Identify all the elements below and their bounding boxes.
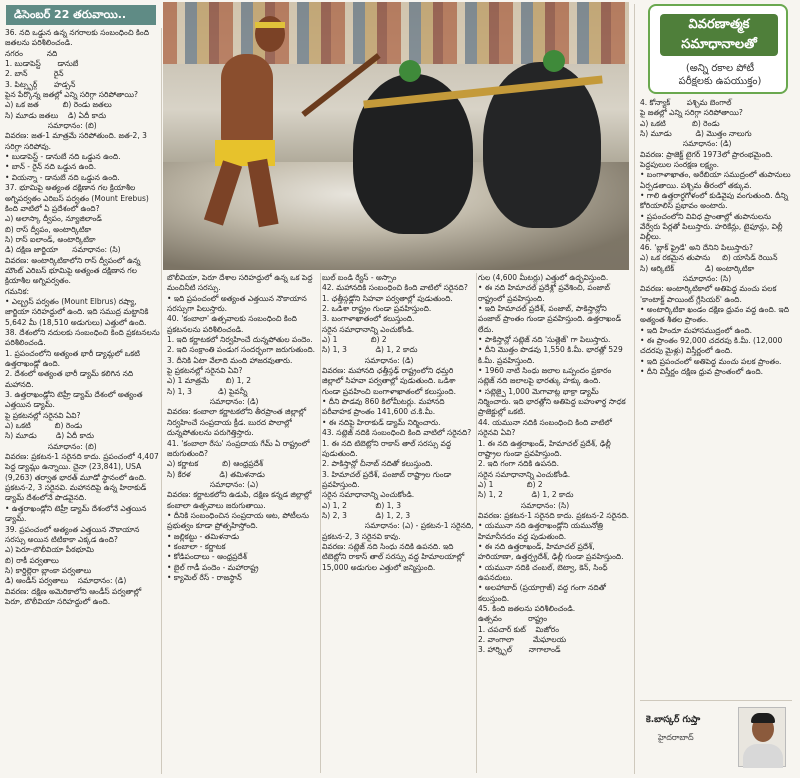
text-column-1: 36. నది ఒడ్డున ఉన్న నగరాలకు సంబంధించి కింది జతలను పరిశీలించండి. నగరం నది 1. బుడాపెస్ట్ డానుబే 2. బాన్ రైన్ 3. పిట్స్బర్గ్ హడ్సన్ పైన పేర్కొన్న జతల్లో ఎన్ని సరిగ్గా సరిపోతాయి? ఎ) ఒక జత బి) రెండు జతలు సి) మూడు జతలు డి) ఏదీ కాదు సమాధానం: (బి) వివరణ: జత-1 మాత్రమే సరిపోతుంది. జత-2, 3 సరిగ్గా సరిపోవు. • బుడాపెస్ట్ - డానుబే నది ఒడ్డున ఉంది. • బాన్ - రైన్ నది ఒడ్డున ఉంది. • వియన్నా - డానుబే నది ఒడ్డున ఉంది. 37. భూమిపై అత్యంత దక్షిణాన గల క్రియాశీల అగ్నిపర్వతం ఎరిబస్ పర్వతం (Mount Erebus) కింది వాటిలో ఏ ప్రదేశంలో ఉంది? ఎ) అలాస్కా ద్వీపం, న్యూజిలాండ్ బి) రాస్ ద్వీపం, అంటార్కిటికా సి) రాస్ ఐలాండ్, అంటార్కిటికా డి) దక్షిణ జార్జియా సమాధానం: (సి) వివరణ: అంటార్కిటికాలోని రాస్ ద్వీపంలో ఉన్న మౌంట్ ఎరిబస్ భూమిపై అత్యంత దక్షిణాన గల క్రియాశీల అగ్నిపర్వతం. గమనిక: • ఎల్బ్రస్ పర్వతం (Mount Elbrus) రష్యా, జార్జియా సరిహద్దులో ఉంది. ఇది సముద్ర మట్టానికి 5,642 మీ (18,510 అడుగులు) ఎత్తులో ఉంది. 38. దేశంలోని నదులకు సంబంధించి కింది ప్రకటనలను పరిశీలించండి. 1. ప్రపంచంలోని అత్యంత భారీ డ్యామ్లలో ఒకటి ఉత్తరాఖండ్లో ఉంది. 2. దేశంలో అత్యంత భారీ డ్యామ్ కలిగిన నది మహానది. 3. ఉత్తరాఖండ్లోని టెహ్రీ డ్యామ్ దేశంలో అత్యంత ఎత్తయిన డ్యామ్. పై ప్రకటనల్లో సరైనవి ఏవి? ఎ) ఒకటి బి) రెండు సి) మూడు డి) ఏదీ కాదు సమాధానం: (బి) వివరణ: ప్రకటన-1 సరైనది కాదు. ప్రపంచంలో 4,407 పెద్ద డ్యామ్లు ఉన్నాయి. చైనా (23,841), USA (9,263) తర్వాత భారత్ మూడో స్థానంలో ఉంది. ప్రకటన-2, 3 సరైనవి. మహానదిపై ఉన్న హిరాకుడ్ డ్యామ్ దేశంలోనే పొడవైనది. • ఉత్తరాఖండ్లోని టెహ్రీ డ్యామ్ దేశంలోనే ఎత్తయిన డ్యామ్. 39. ప్రపంచంలో అత్యంత ఎత్తయిన నౌకాయాన సరస్సు అయిన టిటికాకా ఎక్కడ ఉంది? ఎ) పెరూ-బొలీవియా పీఠభూమి బి) రాకీ పర్వతాలు సి) కార్డిల్లెరా బ్లాంకా పర్వతాలు డి) ఆండీస్ పర్వతాలు సమాధానం: (డి) వివరణ: దక్షిణ అమెరికాలోని ఆండీస్ పర్వతాల్లో పెరూ, బొలీవియా సరిహద్దులో ఉంది. (5, 28, 160, 606)
column-divider (634, 4, 635, 774)
runner-headband (255, 22, 285, 28)
text-column-2: బొలీవియా, పెరూ దేశాల సరిహద్దులో ఉన్న ఒక పెద్ద మంచినీటి సరస్సు. • ఇది ప్రపంచంలో అత్యంత ఎత్తయిన నౌకాయాన సరస్సుగా పిలుస్తారు. 40. 'కంబాలా' ఉత్సవాలకు సంబంధించి కింది ప్రకటనలను పరిశీలించండి. 1. ఇది కర్ణాటకలో నిర్వహించే దున్నపోతుల పందెం. 2. ఇది సంక్రాంతి పండుగ సందర్భంగా జరుగుతుంది. 3. దీనికి ఏటా వేలాది మంది హాజరవుతారు. పై ప్రకటనల్లో సరైనవి ఏవి? ఎ) 1 మాత్రమే బి) 1, 2 సి) 1, 3 డి) పైవన్నీ సమాధానం: (డి) వివరణ: కంబాలా కర్ణాటకలోని తీరప్రాంత జిల్లాల్లో నిర్వహించే సంప్రదాయ క్రీడ. బురద పొలాల్లో దున్నపోతులను పరుగెత్తిస్తారు. 41. 'కంబాలా రేసు' సంప్రదాయ గేమ్ ఏ రాష్ట్రంలో జరుగుతుంది? ఎ) కర్ణాటక బి) ఆంధ్రప్రదేశ్ సి) కేరళ డి) తమిళనాడు సమాధానం: (ఎ) వివరణ: కర్ణాటకలోని ఉడుపి, దక్షిణ కన్నడ జిల్లాల్లో కంబాలా ఉత్సవాలు జరుగుతాయి. • దీనికి సంబంధించిన సంప్రదాయ ఆట, పోటీలను ప్రభుత్వం కూడా ప్రోత్సహిస్తోంది. • జల్లికట్టు - తమిళనాడు • కంబాలా - కర్ణాటక • కోడిపందాలు - ఆంధ్రప్రదేశ్ • బైల్ గాడీ పందెం - మహారాష్ట్ర • క్యామెల్ రేస్ - రాజస్థాన్ (167, 273, 316, 582)
text-column-4: గుల (4,600 మీటర్లు) ఎత్తులో ఉద్భవిస్తుంది. • ఈ నది హిమాచల్ ప్రదేశ్లో ప్రవేశించి, పంజాబ్ రాష్ట్రంలో ప్రవహిస్తుంది. • ఇది హిమాచల్ ప్రదేశ్, పంజాబ్, పాకిస్తాన్లోని పంజాబ్ ప్రాంతం గుండా ప్రవహిస్తుంది. ఉత్తరాఖండ్ లేదు. • పాకిస్తాన్లో సట్లెజ్ నది 'సుత్లెజ్' గా పిలుస్తారు. • దీని మొత్తం పొడవు 1,550 కి.మీ. భారత్లో 529 కి.మీ. ప్రవహిస్తుంది. • 1960 నాటి సింధు జలాల ఒప్పందం ప్రకారం సట్లెజ్ నది జలాలపై భారత్కు హక్కు ఉంది. • సట్లెజ్పై 1,000 మెగావాట్ల భాక్రా డ్యామ్ నిర్మించారు. ఇది భారత్లోని అతిపెద్ద బహుళార్థ సాధక ప్రాజెక్టుల్లో ఒకటి. 44. యమునా నదికి సంబంధించి కింది వాటిలో సరైనవి ఏవి? 1. ఈ నది ఉత్తరాఖండ్, హిమాచల్ ప్రదేశ్, ఢిల్లీ రాష్ట్రాల గుండా ప్రవహిస్తుంది. 2. ఇది గంగా నదికి ఉపనది. సరైన సమాధానాన్ని ఎంచుకోండి. ఎ) 1 బి) 2 సి) 1, 2 డి) 1, 2 కాదు సమాధానం: (సి) వివరణ: ప్రకటన-1 సరైనది కాదు. ప్రకటన-2 సరైనది. • యమునా నది ఉత్తరాఖండ్లోని యమునోత్రి హిమానీనదం వద్ద పుడుతుంది. • ఈ నది ఉత్తరాఖండ్, హిమాచల్ ప్రదేశ్, హరియాణా, ఉత్తర్ప్రదేశ్, ఢిల్లీ గుండా ప్రవహిస్తుంది. • యమునా నదికి చంబల్, బెట్వా, కెన్, సింధ్ ఉపనదులు. • అలహాబాద్ (ప్రయాగ్రాజ్) వద్ద గంగా నదితో కలుస్తుంది. 45. కింది జతలను పరిశీలించండి. ఉత్సవం రాష్ట్రం 1. చపచార్ కుట్ మిజోరం 2. వాంగాలా మేఘాలయ 3. హార్న్బిల్ నాగాలాండ్ (478, 273, 630, 655)
text-column-3: బుల్ బండి ర్యేస్ - అస్సాం 42. మహానదికి సంబంధించి కింది వాటిలో సరైనది? 1. ఛత్తీస్గఢ్లోని సిహవా పర్వతాల్లో పుడుతుంది. 2. ఒడిశా రాష్ట్రం గుండా ప్రవహిస్తుంది. 3. బంగాళాఖాతంలో కలుస్తుంది. సరైన సమాధానాన్ని ఎంచుకోండి. ఎ) 1 బి) 2 సి) 1, 3 డి) 1, 2 కాదు సమాధానం: (డి) వివరణ: మహానది ఛత్తీస్గఢ్ రాష్ట్రంలోని ధమ్తరి జిల్లాలో సిహవా పర్వతాల్లో పుడుతుంది. ఒడిశా గుండా ప్రవహించి బంగాళాఖాతంలో కలుస్తుంది. • దీని పొడవు 860 కిలోమీటర్లు. మహానది పరీవాహక ప్రాంతం 141,600 చ.కి.మీ. • ఈ నదిపై హిరాకుడ్ డ్యామ్ నిర్మించారు. 43. సట్లెజ్ నదికి సంబంధించి కింది వాటిలో సరైనది? 1. ఈ నది టిబెట్లోని రాకాస్ తాల్ సరస్సు వద్ద పుడుతుంది. 2. పాకిస్తాన్లో చీనాబ్ నదితో కలుస్తుంది. 3. హిమాచల్ ప్రదేశ్, పంజాబ్ రాష్ట్రాల గుండా ప్రవహిస్తుంది. సరైన సమాధానాన్ని ఎంచుకోండి. ఎ) 1, 2 బి) 1, 3 సి) 2, 3 డి) 1, 2, 3 సమాధానం: (ఎ) - ప్రకటన-1 సరైనది, ప్రకటన-2, 3 సరైనవి కావు. వివరణ: సట్లెజ్ నది సింధు నదికి ఉపనది. ఇది టిబెట్లోని రాకాస్ తాల్ సరస్సు వద్ద హిమాలయాల్లో 15,000 అడుగుల ఎత్తులో జన్మిస్తుంది. (322, 273, 474, 572)
section-subtitle: (అన్ని రకాల పోటీ పరీక్షలకు ఉపయుక్తం) (678, 63, 762, 87)
author-photo (738, 707, 786, 767)
author-box (640, 700, 792, 770)
column-divider (161, 28, 162, 774)
section-header-panel (648, 4, 788, 94)
runner-body (221, 54, 273, 150)
author-hair (751, 713, 775, 723)
column-divider (320, 273, 321, 773)
author-place: హైదరాబాద్ (658, 733, 694, 742)
author-shirt (743, 744, 783, 768)
text-column-5: 4. కోన్యాక్ పశ్చిమ బెంగాల్ పై జతల్లో ఎన్ని సరిగ్గా సరిపోతాయి? ఎ) ఒకటి బి) రెండు సి) మూడు డి) మొత్తం నాలుగు సమాధానం: (డి) వివరణ: ప్రాజెక్ట్ టైగర్ 1973లో ప్రారంభమైంది. పెద్దపులుల సంరక్షణ లక్ష్యం. • బంగాళాఖాతం, అరేబియా సముద్రంలో తుపానులు ఏర్పడతాయి. పశ్చిమ తీరంలో తక్కువ. • గాలి ఉత్తరార్ధగోళంలో కుడివైపు వంగుతుంది. దీన్ని కోరియాలిస్ ప్రభావం అంటారు. • ప్రపంచంలోని వివిధ ప్రాంతాల్లో తుపానులను వేర్వేరు పేర్లతో పిలుస్తారు. హరికేన్లు, టైఫూన్లు, విల్లీ విల్లీలు. 46. 'బ్లాక్ ఫ్రైడే' అని దేనిని పిలుస్తారు? ఎ) ఒక రకమైన తుపాను బి) యాసిడ్ రెయిన్ సి) ఆర్కిటిక్ డి) అంటార్కిటికా సమాధానం: (సి) వివరణ: అంటార్కిటికాలో అతిపెద్ద మంచు పలక 'కాంటాక్ట్ పాయింట్ గ్లేసియర్' ఉంది. • అంటార్కిటికా ఖండం దక్షిణ ధ్రువం వద్ద ఉంది. ఇది అత్యంత శీతల ప్రాంతం. • ఇది హిందూ మహాసముద్రంలో ఉంది. • ఈ ప్రాంతం 92,000 చదరపు కి.మీ. (12,000 చదరపు మైళ్లు) విస్తీర్ణంలో ఉంది. • ఇది ప్రపంచంలో అతిపెద్ద మంచు పలక ప్రాంతం. • దీని విస్తీర్ణం దక్షిణ ధ్రువ ప్రాంతంలో ఉంది. (640, 98, 791, 376)
continuation-banner: డిసెంబర్ 22 తరువాయి.. (6, 5, 156, 25)
column-divider (476, 273, 477, 773)
garland (399, 60, 421, 82)
section-title: వివరణాత్మక సమాధానాలతో (660, 14, 778, 56)
garland (543, 50, 565, 72)
author-name: కె.బాస్కర్ గుప్తా (646, 715, 701, 725)
kambala-photo (163, 2, 629, 270)
